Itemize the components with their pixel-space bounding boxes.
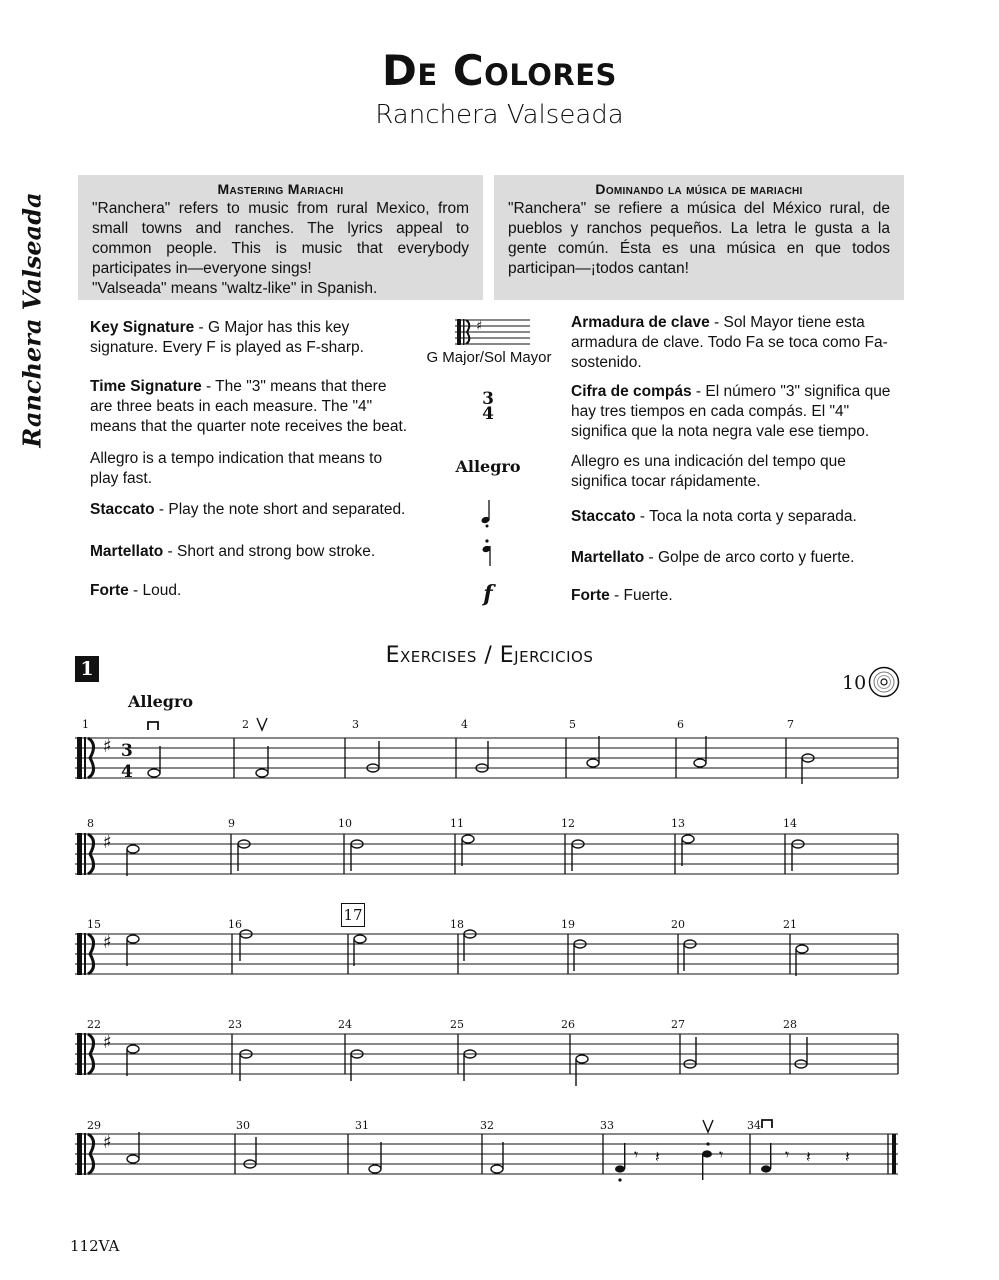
term-forte-en: [90, 581, 390, 601]
measure-number: 7: [787, 718, 794, 731]
term-desc: - Play the note short and separated.: [154, 501, 406, 518]
exercise-number-badge: 1: [75, 656, 99, 682]
term-forte-es: [571, 586, 871, 606]
measure-number: 24: [338, 1018, 352, 1031]
term-label: Armadura de clave: [571, 314, 710, 331]
sharp-f: ♯: [103, 932, 112, 953]
measure-numbers: [82, 718, 794, 731]
page-code: 112VA: [70, 1237, 120, 1255]
term-label: Key Signature: [90, 319, 195, 336]
measure-number: 29: [87, 1119, 101, 1132]
measure-number: 6: [677, 718, 684, 731]
mastering-box-english: [78, 175, 483, 300]
term-key-signature-es: [571, 313, 891, 373]
measure-number: 20: [671, 918, 685, 931]
term-desc: - Fuerte.: [609, 587, 673, 604]
staff-lines: [75, 1034, 898, 1074]
measure-number: 2: [242, 718, 249, 731]
staff-lines: [75, 1134, 898, 1174]
term-desc: - El número "3" significa que hay tres tiempos en cada compás. El "4" significa que la nota negra vale ese tiempo.: [571, 383, 891, 440]
notes: [127, 1132, 503, 1173]
staff-lines: [75, 738, 898, 778]
term-desc: - Sol Mayor tiene esta armadura de clave. Todo Fa se toca como Fa-sostenido.: [571, 314, 888, 371]
staff-system-4: [0, 1018, 999, 1090]
svg-text:𝄾: 𝄾: [719, 1145, 724, 1164]
mastering-title-en: Mastering Mariachi: [217, 181, 344, 197]
svg-text:𝄽: 𝄽: [845, 1147, 850, 1166]
svg-text:♯: ♯: [476, 319, 483, 334]
mastering-box-spanish: [494, 175, 904, 300]
svg-text:𝄾: 𝄾: [785, 1145, 790, 1164]
cd-icon: [868, 666, 900, 698]
bow-markings: [703, 1120, 772, 1132]
track-number: 10: [842, 672, 867, 694]
term-time-signature-en: [90, 377, 410, 437]
term-desc: - Golpe de arco corto y fuerte.: [644, 549, 855, 566]
measure-numbers: [87, 817, 797, 830]
time-top: 3: [482, 389, 494, 409]
svg-text:𝄾: 𝄾: [634, 1145, 639, 1164]
allegro-symbol: Allegro: [455, 457, 521, 476]
measure-number: 12: [561, 817, 575, 830]
measure-number: 30: [236, 1119, 250, 1132]
staff-system-3: [0, 918, 999, 990]
mastering-body-en-2: "Valseada" means "waltz-like" in Spanish.: [92, 280, 378, 297]
term-martellato-en: [90, 542, 420, 562]
alto-clef: [77, 933, 94, 975]
quarter-notes: [615, 1142, 771, 1181]
staccato-symbol: [478, 498, 498, 528]
sharp-f: ♯: [103, 832, 112, 853]
term-label: Martellato: [90, 543, 164, 560]
time-bottom: 4: [121, 762, 133, 782]
term-label: Martellato: [571, 549, 645, 566]
staff-lines: [75, 834, 898, 874]
time-bottom: 4: [482, 404, 494, 424]
measure-number: 10: [338, 817, 352, 830]
page-subtitle: Ranchera Valseada: [375, 100, 624, 130]
measure-number: 16: [228, 918, 242, 931]
measure-number: 22: [87, 1018, 101, 1031]
staff-lines: [75, 934, 898, 974]
measure-number: 31: [355, 1119, 369, 1132]
svg-text:𝄽: 𝄽: [655, 1147, 660, 1166]
measure-number: 28: [783, 1018, 797, 1031]
sharp-f: ♯: [103, 1132, 112, 1153]
page-title: De Colores: [382, 46, 617, 95]
side-label-text: Ranchera Valseada: [17, 192, 47, 448]
staff-system-2: [0, 817, 999, 890]
key-signature-symbol: [455, 316, 535, 348]
measure-number: 9: [228, 817, 235, 830]
measure-number: 26: [561, 1018, 575, 1031]
measure-number: 18: [450, 918, 464, 931]
term-staccato-es: [571, 507, 891, 527]
measure-numbers: [87, 1119, 761, 1132]
term-label: Time Signature: [90, 378, 202, 395]
term-desc: - The "3" means that there are three beats in each measure. The "4" means that the quarter note receives the beat.: [90, 378, 408, 435]
term-allegro-es: Allegro es una indicación del tempo que significa tocar rápidamente.: [571, 453, 846, 490]
time-top: 3: [121, 741, 133, 761]
measure-number: 19: [561, 918, 575, 931]
measure-number: 23: [228, 1018, 242, 1031]
term-label: Forte: [90, 582, 129, 599]
term-key-signature-en: [90, 318, 415, 358]
alto-clef: [77, 1033, 94, 1075]
staff-system-5: [0, 1119, 999, 1200]
mastering-body-es: "Ranchera" se refiere a música del México rural, de pueblos y ranchos pequeños. La letra le gusta a la gente común. Ésta es una música en que todos participan—¡todos cantan!: [508, 200, 890, 277]
term-label: Forte: [571, 587, 610, 604]
measure-number: 15: [87, 918, 101, 931]
sharp-f: ♯: [103, 1032, 112, 1053]
rests: [634, 1145, 850, 1166]
term-martellato-es: [571, 548, 891, 568]
time-signature-symbol: [470, 389, 506, 424]
rehearsal-mark: 17: [341, 903, 365, 927]
measure-number: 21: [783, 918, 797, 931]
key-signature-caption: G Major/Sol Mayor: [426, 349, 552, 366]
measure-number: 34: [747, 1119, 761, 1132]
term-label: Staccato: [571, 508, 636, 525]
side-label: [12, 192, 52, 448]
term-label: Staccato: [90, 501, 155, 518]
measure-number: 11: [450, 817, 464, 830]
measure-number: 3: [352, 718, 359, 731]
svg-text:𝄽: 𝄽: [806, 1147, 811, 1166]
term-desc: - Loud.: [128, 582, 182, 599]
measure-number: 27: [671, 1018, 685, 1031]
term-staccato-en: [90, 500, 420, 520]
measure-number: 25: [450, 1018, 464, 1031]
martellato-symbol: [478, 538, 498, 570]
exercises-heading: Exercises / Ejercicios: [385, 643, 594, 668]
measure-number: 33: [600, 1119, 614, 1132]
measure-numbers: [87, 918, 797, 931]
alto-clef: [77, 1133, 94, 1175]
measure-number: 13: [671, 817, 685, 830]
notes: [127, 835, 804, 876]
measure-number: 14: [783, 817, 797, 830]
term-desc: - G Major has this key signature. Every F is played as F-sharp.: [90, 319, 364, 356]
term-label: Cifra de compás: [571, 383, 692, 400]
forte-symbol: f: [483, 581, 493, 607]
measure-number: 5: [569, 718, 576, 731]
sharp-f: ♯: [103, 736, 112, 757]
measure-number: 8: [87, 817, 94, 830]
staff-system-1: [0, 718, 999, 806]
term-desc: - Short and strong bow stroke.: [163, 543, 376, 560]
measure-number: 32: [480, 1119, 494, 1132]
alto-clef: [77, 833, 94, 875]
tempo-marking: Allegro: [128, 692, 194, 711]
term-desc: - Toca la nota corta y separada.: [635, 508, 857, 525]
term-time-signature-es: [571, 382, 891, 442]
measure-numbers: [87, 1018, 797, 1031]
bow-markings: [148, 718, 267, 730]
notes: [148, 736, 814, 784]
alto-clef: [77, 737, 94, 779]
mastering-title-es: Dominando la música de mariachi: [595, 181, 803, 197]
mastering-body-en: "Ranchera" refers to music from rural Mexico, from small towns and ranches. The lyrics appeal to common people. This is music that everybody participates in—everyone sings!: [92, 200, 469, 277]
measure-number: 4: [461, 718, 468, 731]
notes: [127, 930, 808, 976]
term-allegro-en: Allegro is a tempo indication that means to play fast.: [90, 450, 383, 487]
measure-number: 1: [82, 718, 89, 731]
